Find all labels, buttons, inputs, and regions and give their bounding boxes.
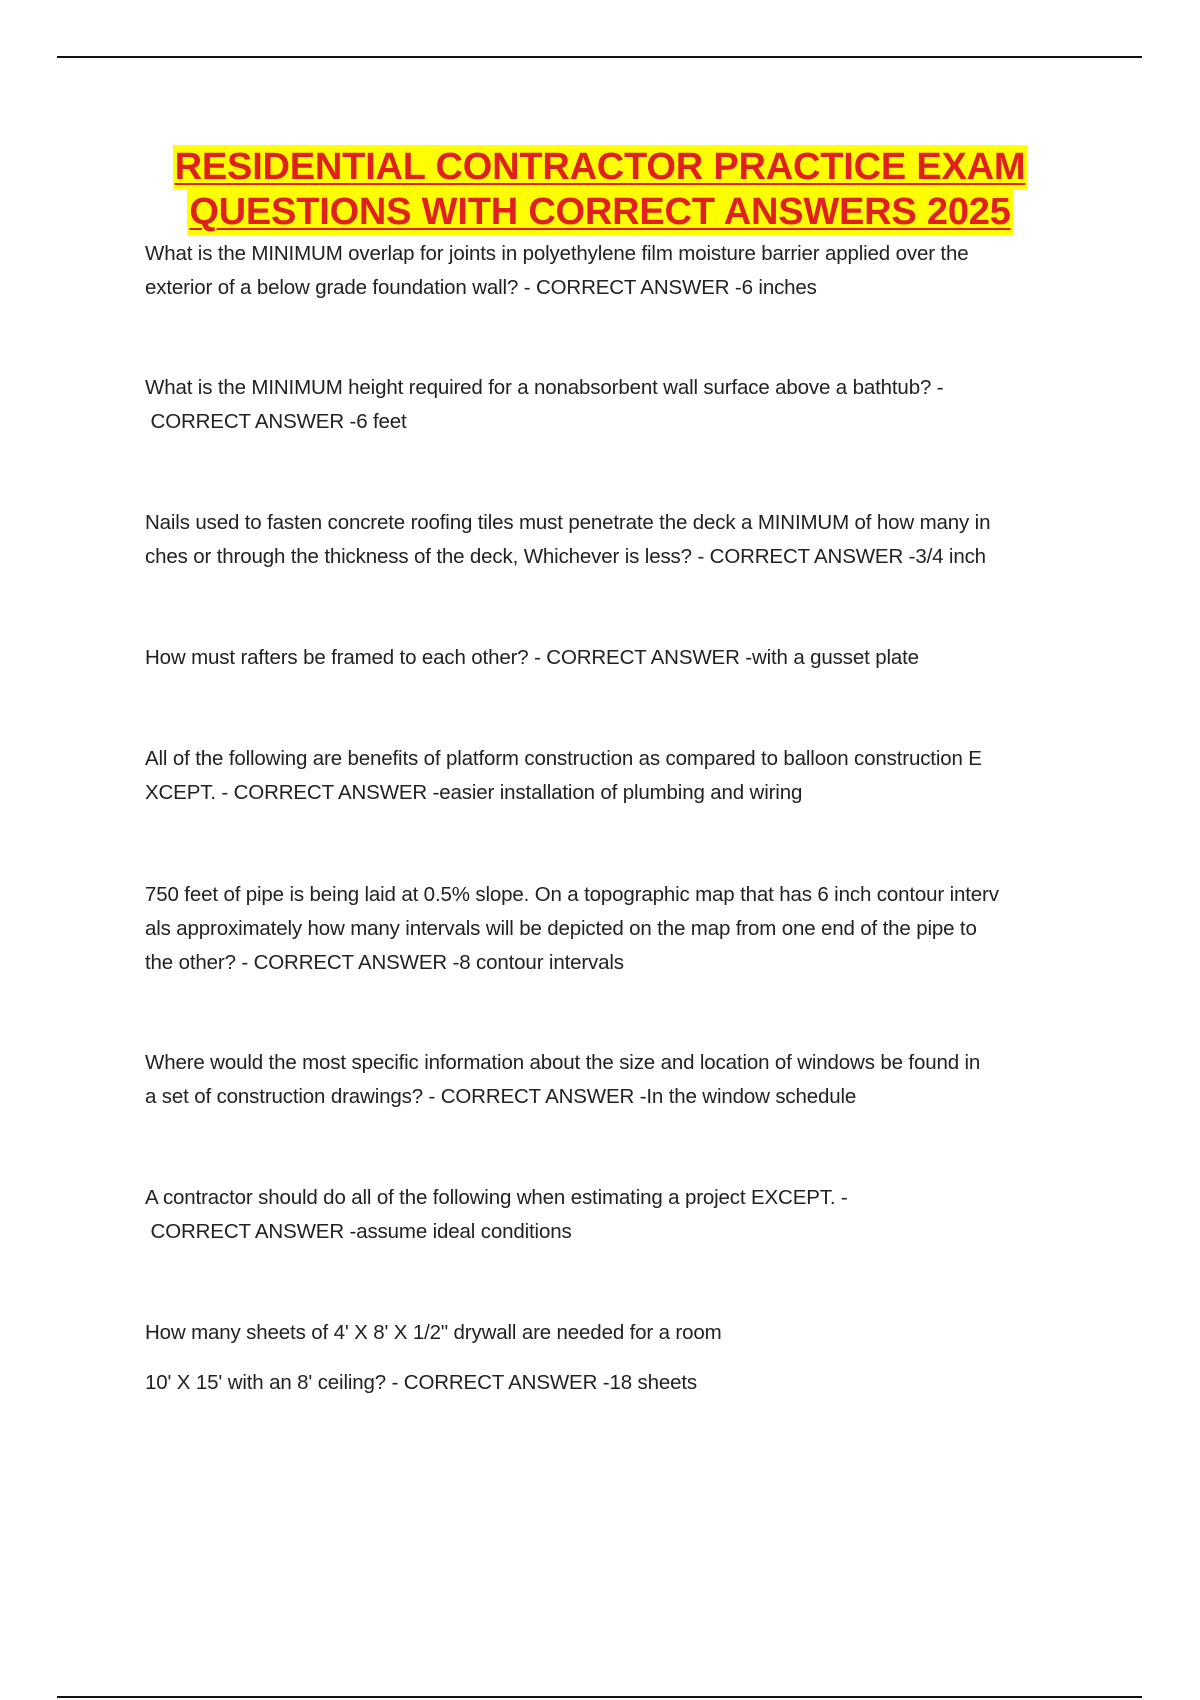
answer-text: 10' X 15' with an 8' ceiling? - CORRECT ANSWER -18 sheets xyxy=(145,1371,697,1394)
document-title xyxy=(0,145,1200,235)
qa-item-9 xyxy=(145,1316,1095,1400)
question-text: How many sheets of 4' X 8' X 1/2" drywall are needed for a room xyxy=(145,1321,722,1344)
qa-item-1 xyxy=(145,237,1095,305)
qa-item-5 xyxy=(145,742,1095,810)
qa-item-4 xyxy=(145,641,1095,675)
qa-item-3 xyxy=(145,506,1095,574)
bottom-rule xyxy=(57,1696,1142,1698)
question-text: What is the MINIMUM height required for a nonabsorbent wall surface above a bathtub? - xyxy=(145,376,944,399)
question-text: A contractor should do all of the following when estimating a project EXCEPT. - xyxy=(145,1186,848,1209)
answer-text: CORRECT ANSWER -6 feet xyxy=(145,410,407,433)
title-line-2: QUESTIONS WITH CORRECT ANSWERS 2025 xyxy=(189,191,1011,233)
question-text: Nails used to fasten concrete roofing tiles must penetrate the deck a MINIMUM of how many in xyxy=(145,511,991,534)
question-text: 750 feet of pipe is being laid at 0.5% slope. On a topographic map that has 6 inch contour interv xyxy=(145,883,999,906)
answer-text: exterior of a below grade foundation wall? - CORRECT ANSWER -6 inches xyxy=(145,276,817,299)
question-text: What is the MINIMUM overlap for joints in polyethylene film moisture barrier applied over the xyxy=(145,242,969,265)
qa-item-2 xyxy=(145,371,1095,439)
answer-text: ches or through the thickness of the deck, Whichever is less? - CORRECT ANSWER -3/4 inch xyxy=(145,545,986,568)
answer-text: als approximately how many intervals will be depicted on the map from one end of the pipe to xyxy=(145,917,977,940)
qa-item-8 xyxy=(145,1181,1095,1249)
answer-text: XCEPT. - CORRECT ANSWER -easier installation of plumbing and wiring xyxy=(145,781,803,804)
qa-item-6 xyxy=(145,878,1095,980)
answer-text: CORRECT ANSWER -assume ideal conditions xyxy=(145,1220,572,1243)
question-text: All of the following are benefits of platform construction as compared to balloon construction E xyxy=(145,747,982,770)
question-text: Where would the most specific information about the size and location of windows be found in xyxy=(145,1051,981,1074)
title-line-1: RESIDENTIAL CONTRACTOR PRACTICE EXAM xyxy=(174,146,1026,188)
question-text: How must rafters be framed to each other? - CORRECT ANSWER -with a gusset plate xyxy=(145,646,919,669)
answer-text-continued: the other? - CORRECT ANSWER -8 contour intervals xyxy=(145,951,624,974)
qa-item-7 xyxy=(145,1046,1095,1114)
top-rule xyxy=(57,56,1142,58)
answer-text: a set of construction drawings? - CORRECT ANSWER -In the window schedule xyxy=(145,1085,857,1108)
